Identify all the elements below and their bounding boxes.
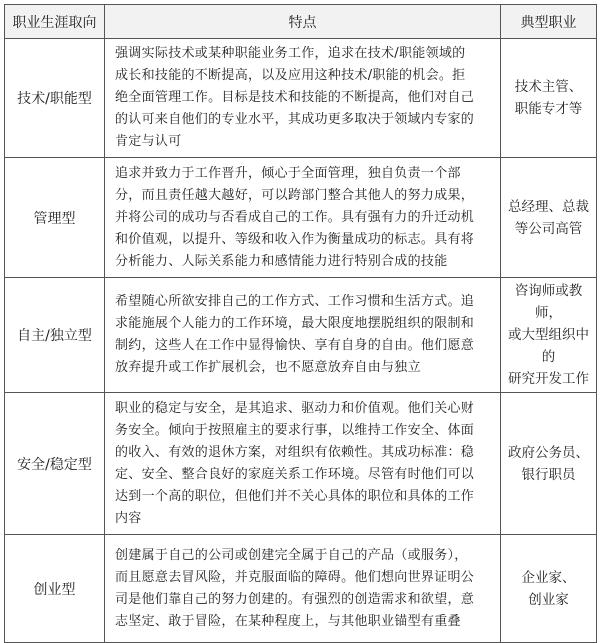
career-anchor-table-container <box>4 4 596 629</box>
row-jobs: 咨询师或教师， 或大型组织中的 研究开发工作 <box>501 278 597 393</box>
header-row <box>5 5 597 39</box>
header-features: 特点 <box>105 5 501 39</box>
row-jobs: 企业家、 创业家 <box>501 535 597 643</box>
row-type: 管理型 <box>5 158 105 278</box>
career-anchor-table <box>4 4 597 643</box>
header-typical-jobs: 典型职业 <box>501 5 597 39</box>
table-row-autonomy <box>5 278 597 393</box>
row-type: 自主/独立型 <box>5 278 105 393</box>
row-type: 安全/稳定型 <box>5 393 105 535</box>
table-row-management <box>5 158 597 278</box>
row-features: 强调实际技术或某种职能业务工作，追求在技术/职能领域的 成长和技能的不断提高，以及应用这种技术/职能的机会。拒 绝全面管理工作。目标是技术和技能的不断提高，他们对自己 的认可来自他们的专业水平，其成功更多取决于领域内专家的 肯定与认可 <box>105 39 501 158</box>
row-features: 职业的稳定与安全，是其追求、驱动力和价值观。他们关心财 务安全。倾向于按照雇主的要求行事，以维持工作安全、体面 的收入、有效的退休方案，对组织有依赖性。其成功标准：稳 定、安全、整合良好的家庭关系工作环境。尽管有时他们可以 达到一个高的职位，但他们并不关心具体的职位和具体的工作 内容 <box>105 393 501 535</box>
table-row-technical <box>5 39 597 158</box>
table-body <box>5 39 597 643</box>
header-orientation: 职业生涯取向 <box>5 5 105 39</box>
row-jobs: 总经理、总裁 等公司高管 <box>501 158 597 278</box>
table-row-entrepreneurial <box>5 535 597 643</box>
row-type: 技术/职能型 <box>5 39 105 158</box>
row-jobs: 技术主管、 职能专才等 <box>501 39 597 158</box>
row-features: 希望随心所欲安排自己的工作方式、工作习惯和生活方式。追 求能施展个人能力的工作环境，最大限度地摆脱组织的限制和 制约，这些人在工作中显得愉快、享有自身的自由。他们愿意 放弃提升或工作扩展机会，也不愿意放弃自由与独立 <box>105 278 501 393</box>
table-header <box>5 5 597 39</box>
table-row-security <box>5 393 597 535</box>
row-features: 创建属于自己的公司或创建完全属于自己的产品（或服务）， 而且愿意去冒风险，并克服面临的障碍。他们想向世界证明公 司是他们靠自己的努力创建的。有强烈的创造需求和欲望，意 志坚定、敢于冒险，在某种程度上，与其他职业锚型有重叠 <box>105 535 501 643</box>
row-jobs: 政府公务员、 银行职员 <box>501 393 597 535</box>
row-features: 追求并致力于工作晋升，倾心于全面管理，独自负责一个部 分，而且责任越大越好，可以跨部门整合其他人的努力成果， 并将公司的成功与否看成自己的工作。具有强有力的升迁动机 和价值观，以提升、等级和收入作为衡量成功的标志。具有将 分析能力、人际关系能力和感情能力进行特别合成的技能 <box>105 158 501 278</box>
row-type: 创业型 <box>5 535 105 643</box>
